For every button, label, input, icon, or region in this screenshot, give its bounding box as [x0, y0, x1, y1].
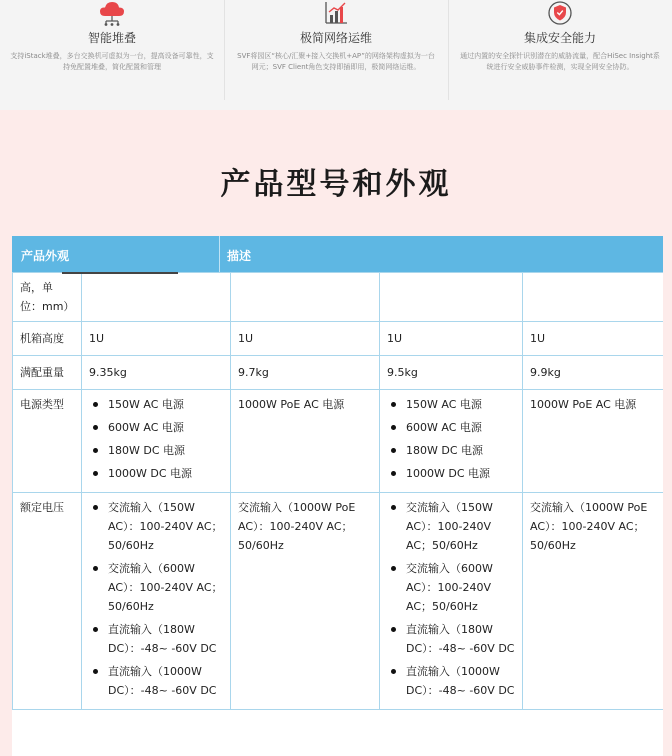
- table-cell: [380, 493, 523, 710]
- feature-strip: [0, 0, 672, 110]
- feature-desc: 通过内置的安全探针识别潜在的威胁流量，配合HiSec Insight系统进行安全威胁事件检测，实现全网安全协防。: [460, 52, 660, 71]
- list-item: 180W DC 电源: [89, 441, 223, 460]
- table-cell: 1000W PoE AC 电源: [523, 390, 664, 493]
- list-item: 1000W DC 电源: [89, 464, 223, 483]
- list-item: 直流输入（1000W DC）：-48~ -60V DC: [89, 662, 223, 700]
- section-title: 产品型号和外观: [220, 167, 452, 202]
- shield-icon: [547, 0, 573, 26]
- list-item: 交流输入（150W AC）：100-240V AC；50/60Hz: [387, 498, 515, 555]
- list-item: 交流输入（150W AC）：100-240V AC；50/60Hz: [89, 498, 223, 555]
- feature-desc: 支持iStack堆叠，多台交换机可虚拟为一台，提高设备可靠性，支持免配置堆叠，简化配置和管理: [10, 52, 214, 71]
- header-description: 描述: [227, 249, 252, 263]
- table-cell: [82, 390, 231, 493]
- table-row: [13, 273, 664, 322]
- header-divider: [219, 236, 220, 272]
- power-list: [387, 395, 515, 483]
- table-row: [13, 356, 664, 390]
- image-clip-line: [62, 272, 178, 274]
- list-item: 直流输入（180W DC）：-48~ -60V DC: [89, 620, 223, 658]
- table-cell: 9.9kg: [523, 356, 664, 390]
- row-label: 额定电压: [13, 493, 82, 710]
- table-cell: 9.35kg: [82, 356, 231, 390]
- list-item: 交流输入（600W AC）：100-240V AC；50/60Hz: [89, 559, 223, 616]
- table-cell: 1U: [231, 322, 380, 356]
- voltage-list: [387, 498, 515, 700]
- feature-title: 极简网络运维: [299, 31, 372, 45]
- table-cell: [523, 273, 664, 322]
- table-header: [12, 236, 663, 272]
- list-item: 直流输入（1000W DC）：-48~ -60V DC: [387, 662, 515, 700]
- table-row: [13, 390, 664, 493]
- table-cell: [380, 390, 523, 493]
- row-label: 电源类型: [13, 390, 82, 493]
- list-item: 600W AC 电源: [89, 418, 223, 437]
- list-item: 150W AC 电源: [89, 395, 223, 414]
- list-item: 交流输入（600W AC）：100-240V AC；50/60Hz: [387, 559, 515, 616]
- spec-grid: [12, 272, 663, 710]
- spec-table: [12, 236, 663, 756]
- feature-title: 集成安全能力: [523, 31, 596, 45]
- list-item: 600W AC 电源: [387, 418, 515, 437]
- table-cell: 1000W PoE AC 电源: [231, 390, 380, 493]
- header-appearance: 产品外观: [21, 249, 70, 263]
- row-label: 满配重量: [13, 356, 82, 390]
- table-cell: 9.5kg: [380, 356, 523, 390]
- list-item: 180W DC 电源: [387, 441, 515, 460]
- table-cell: [231, 273, 380, 322]
- row-label: 高，单位：mm）: [13, 273, 82, 322]
- row-label: 机箱高度: [13, 322, 82, 356]
- table-cell: 交流输入（1000W PoE AC）：100-240V AC；50/60Hz: [231, 493, 380, 710]
- table-cell: [82, 493, 231, 710]
- table-cell: [82, 273, 231, 322]
- table-row: [13, 322, 664, 356]
- table-cell: 9.7kg: [231, 356, 380, 390]
- voltage-list: [89, 498, 223, 700]
- list-item: 1000W DC 电源: [387, 464, 515, 483]
- list-item: 直流输入（180W DC）：-48~ -60V DC: [387, 620, 515, 658]
- table-cell: 交流输入（1000W PoE AC）：100-240V AC；50/60Hz: [523, 493, 664, 710]
- cloud-stack-icon: [97, 0, 127, 26]
- feature-simple-ops: [224, 0, 448, 110]
- table-cell: [380, 273, 523, 322]
- table-cell: 1U: [523, 322, 664, 356]
- feature-desc: SVF将园区“核心/汇聚+接入交换机+AP”的网络架构虚拟为一台网元；SVF Client角色支持即插即用，极简网络运维。: [237, 52, 435, 71]
- table-cell: 1U: [380, 322, 523, 356]
- power-list: [89, 395, 223, 483]
- feature-security: [448, 0, 672, 110]
- feature-title: 智能堆叠: [87, 31, 136, 45]
- table-cell: 1U: [82, 322, 231, 356]
- chart-icon: [323, 0, 349, 26]
- table-row: [13, 493, 664, 710]
- feature-smart-stack: [0, 0, 224, 110]
- list-item: 150W AC 电源: [387, 395, 515, 414]
